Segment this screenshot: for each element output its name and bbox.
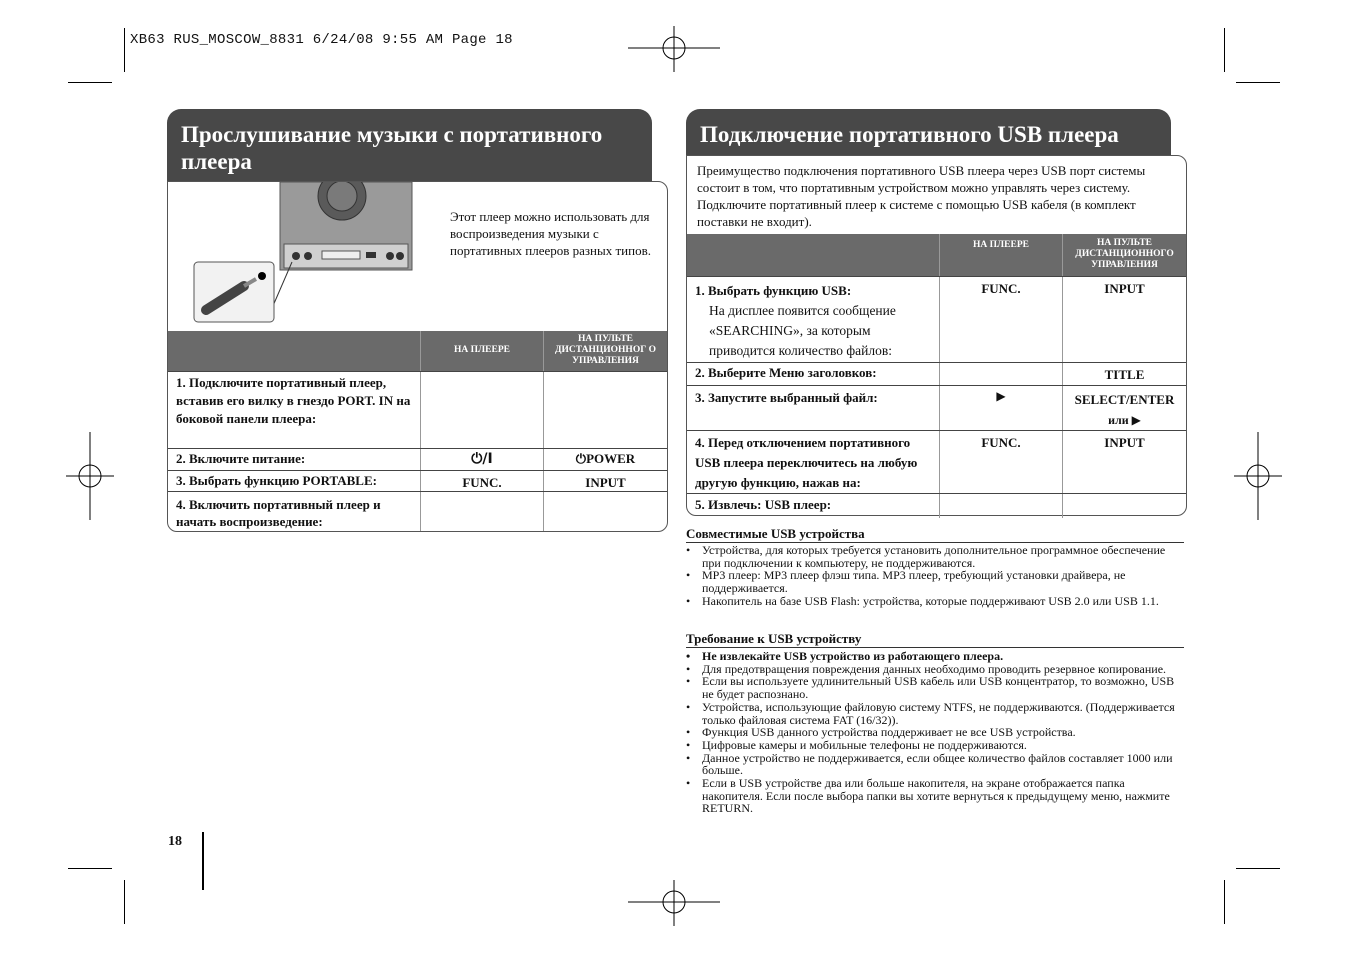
page-number: 18 (168, 834, 182, 849)
crop-mark (1224, 28, 1225, 72)
left-panel (167, 181, 668, 532)
left-header-blank (168, 331, 421, 371)
crop-mark (1236, 82, 1280, 83)
left-step-1: 1. Подключите портативный плеер, вставив его вилку в гнездо PORT. IN на боковой панели плеера: (168, 371, 421, 448)
crop-mark (1224, 880, 1225, 924)
right-step-2-player (940, 362, 1063, 385)
left-step-1-remote (544, 371, 668, 448)
right-step-2: 2. Выберите Меню заголовков: (687, 362, 940, 385)
compat-list (686, 544, 1186, 608)
left-col-remote: НА ПУЛЬТЕ ДИСТАНЦИОННОГ О УПРАВЛЕНИЯ (544, 331, 668, 371)
right-step-1-remote: INPUT (1063, 276, 1187, 362)
req-list (686, 650, 1186, 815)
print-slug: XB63 RUS_MOSCOW_8831 6/24/08 9:55 AM Page 18 (130, 32, 513, 48)
registration-mark-icon (1234, 432, 1282, 520)
right-header-blank (687, 234, 940, 276)
right-step-4: 4. Перед отключением портативного USB плеера переключитесь на любую другую функцию, нажав на: (687, 430, 940, 493)
list-item: • Устройства, для которых требуется установить дополнительное программное обеспечение при подключении к компьютеру, не поддерживаются. (686, 544, 1186, 569)
left-step-2-remote: ⏻POWER (544, 448, 668, 470)
right-step-4-remote: INPUT (1063, 430, 1187, 493)
list-item: • Функция USB данного устройства поддерживает не все USB устройства. (686, 726, 1186, 739)
right-step-3-remote-line1: SELECT/ENTER (1074, 391, 1175, 407)
left-steps-table (168, 331, 667, 531)
right-step-5: 5. Извлечь: USB плеер: (695, 496, 832, 512)
margin-rule (202, 832, 204, 890)
left-step-2: 2. Включите питание: (168, 448, 421, 470)
list-item: • MP3 плеер: MP3 плеер флэш типа. MP3 плеер, требующий установки драйвера, не поддерживается. (686, 569, 1186, 594)
compat-section-title: Совместимые USB устройства (686, 526, 1184, 543)
list-item: • Устройства, использующие файловую систему NTFS, не поддерживаются. (Поддерживается только файловая система FAT (16/32)). (686, 701, 1186, 726)
list-item-warning: • Не извлекайте USB устройство из работающего плеера. (686, 650, 1186, 663)
right-title-text: Подключение портативного USB плеера (700, 122, 1119, 147)
right-panel (686, 155, 1187, 516)
right-step-4-player: FUNC. (940, 430, 1063, 493)
right-col-remote: НА ПУЛЬТЕ ДИСТАНЦИОННОГО УПРАВЛЕНИЯ (1063, 234, 1187, 276)
crop-mark (124, 28, 125, 72)
left-step-2-player: ⏻/I (421, 448, 544, 470)
req-section-title: Требование к USB устройству (686, 631, 1184, 648)
right-step-5-remote (1063, 493, 1187, 518)
list-item: • Если в USB устройстве два или больше накопителя, на экране отображается папка накопителя. Если после выбора папки вы хотите вернуться к предыдущему меню, нажмите RETURN. (686, 777, 1186, 815)
right-step-3-remote (1063, 385, 1187, 430)
right-step-3-remote-line2: или ▶ (1108, 412, 1141, 427)
crop-mark (124, 880, 125, 924)
left-step-3: 3. Выбрать функцию PORTABLE: (168, 470, 421, 491)
right-step-1 (687, 276, 940, 362)
list-item: • Для предотвращения повреждения данных необходимо проводить резервное копирование. (686, 663, 1186, 676)
list-item: • Данное устройство не поддерживается, если общее количество файлов составляет 1000 или больше. (686, 752, 1186, 777)
crop-mark (68, 868, 112, 869)
portable-player-connection-illustration (192, 182, 422, 324)
right-col-player: НА ПЛЕЕРЕ (940, 234, 1063, 276)
left-step-4: 4. Включить портативный плеер и начать воспроизведение: (176, 496, 381, 529)
right-intro-text: Преимущество подключения портативного USB плеера через USB порт системы состоит в том, что портативным устройством можно управлять через систему. Подключите портативный плеер к системе с помощью USB кабеля (в комплект поставки не входит). (697, 163, 1146, 229)
right-step-1-body: На дисплее появится сообщение «SEARCHING», за которым приводится количество файлов: (709, 302, 896, 358)
play-icon: ▶ (940, 385, 1063, 430)
right-step-3: 3. Запустите выбранный файл: (687, 385, 940, 430)
left-step-4-remote (544, 491, 668, 531)
left-col-player: НА ПЛЕЕРЕ (421, 331, 544, 371)
right-steps-table (687, 234, 1186, 518)
left-title-text: Прослушивание музыки с портативного плеера (181, 122, 603, 174)
list-item: • Цифровые камеры и мобильные телефоны не поддерживаются. (686, 739, 1186, 752)
power-icon: ⏻ (575, 451, 587, 467)
left-step-4-player (421, 491, 544, 531)
registration-mark-icon (628, 26, 720, 72)
left-intro-text: Этот плеер можно использовать для воспроизведения музыки с портативных плееров разных типов. (450, 209, 651, 258)
crop-mark (68, 82, 112, 83)
right-step-1-player: FUNC. (940, 276, 1063, 362)
right-step-2-remote: TITLE (1063, 362, 1187, 385)
left-step-3-player: FUNC. (421, 470, 544, 491)
crop-mark (1236, 868, 1280, 869)
left-section-title (167, 109, 652, 189)
right-step-1-title: 1. Выбрать функцию USB: (695, 282, 852, 298)
left-step-3-remote: INPUT (544, 470, 668, 491)
list-item: • Накопитель на базе USB Flash: устройства, которые поддерживают USB 2.0 или USB 1.1. (686, 595, 1186, 608)
registration-mark-icon (66, 432, 114, 520)
list-item: • Если вы используете удлинительный USB кабель или USB концентратор, то возможно, USB не будет распознано. (686, 675, 1186, 700)
left-step-1-player (421, 371, 544, 448)
right-step-5-player (940, 493, 1063, 518)
registration-mark-icon (628, 880, 720, 926)
